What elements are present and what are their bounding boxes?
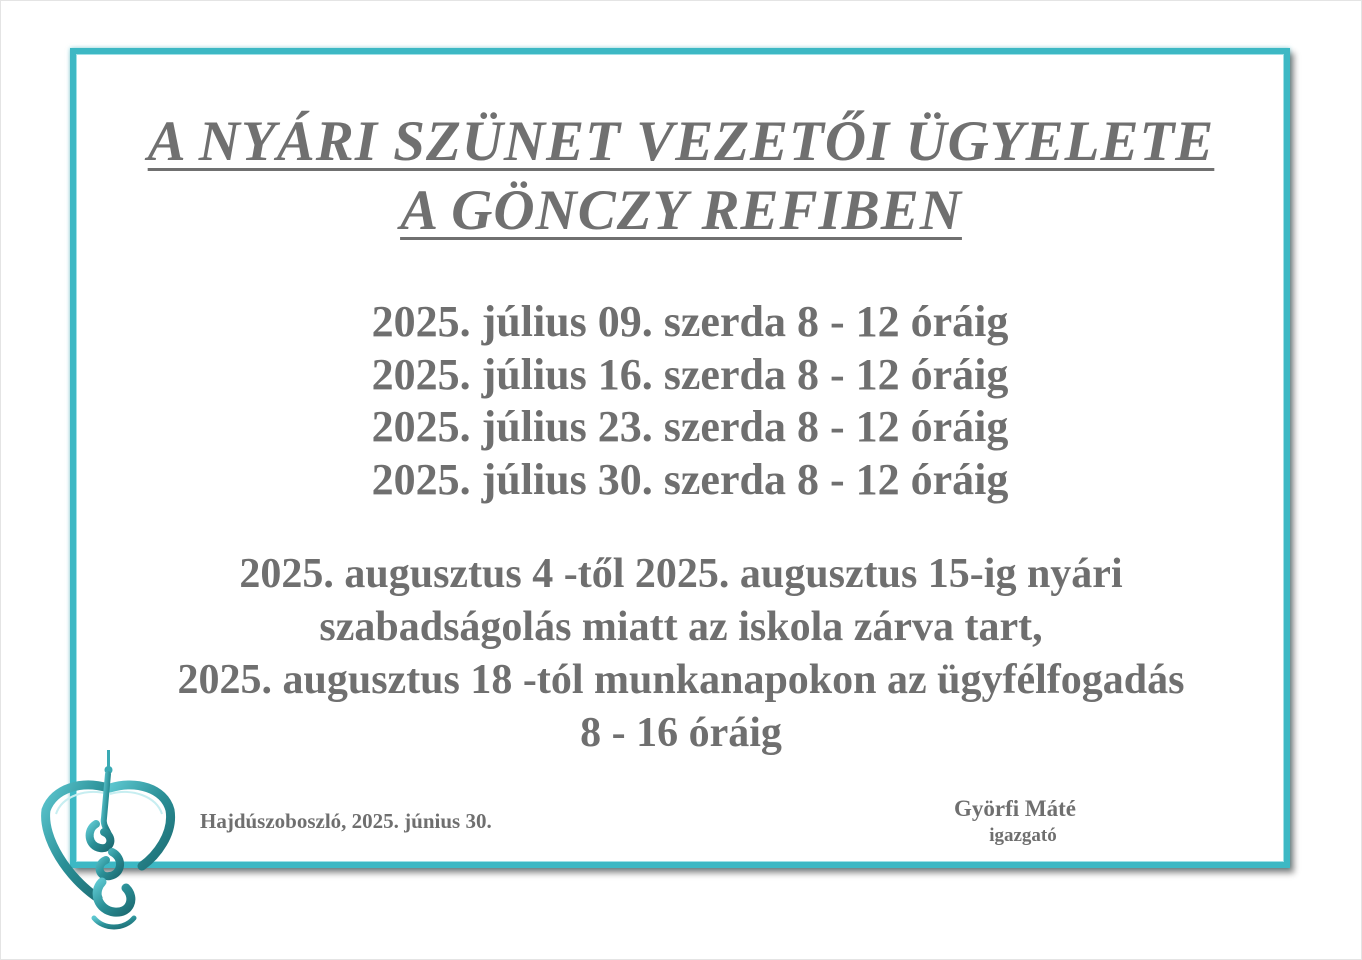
duty-day-item: 2025. július 16. szerda 8 - 12 óráig [371,349,1009,399]
notice-title-line-1-text: A NYÁRI SZÜNET VEZETŐI ÜGYELETE [147,110,1215,173]
duty-days-list [0,296,1362,506]
closure-line: 2025. augusztus 4 -től 2025. augusztus 15-ig nyári [239,551,1123,597]
notice-title-line-2-text: A GÖNCZY REFIBEN [400,179,962,242]
closure-line: szabadságolás miatt az iskola zárva tart, [319,604,1043,650]
signer-title: igazgató [989,825,1057,846]
place-date: Hajdúszoboszló, 2025. június 30. [200,809,492,833]
duty-day-item: 2025. július 30. szerda 8 - 12 óráig [371,454,1009,504]
closure-line: 8 - 16 óráig [580,710,782,756]
closure-notice [0,548,1362,760]
closure-line: 2025. augusztus 18 -tól munkanapokon az ügyfélfogadás [177,657,1185,703]
school-crest-logo-icon [38,748,180,934]
notice-title-line-1 [0,110,1362,173]
signer-name: Györfi Máté [954,796,1076,821]
duty-day-item: 2025. július 09. szerda 8 - 12 óráig [371,297,1009,346]
notice-title-line-2 [0,179,1362,242]
duty-day-item: 2025. július 23. szerda 8 - 12 óráig [371,402,1009,451]
